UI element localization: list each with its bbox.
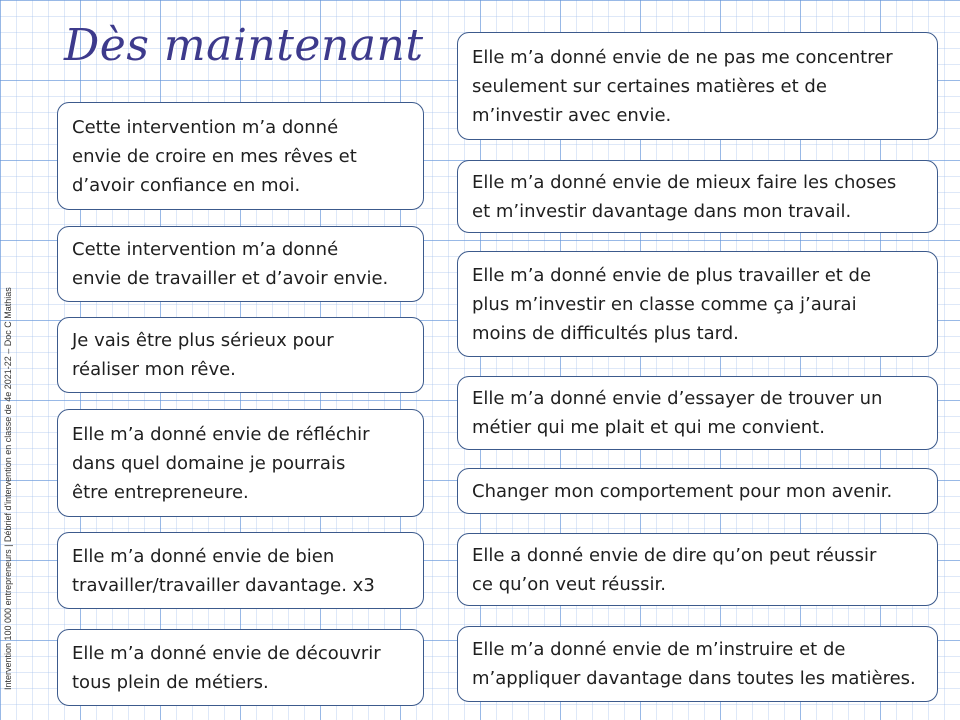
quote-card bbox=[57, 532, 424, 609]
quote-card bbox=[57, 226, 424, 302]
quote-text: Elle m’a donné envie de réfléchir dans quel domaine je pourrais être entrepreneure. bbox=[72, 423, 370, 503]
quote-text: Changer mon comportement pour mon avenir. bbox=[472, 480, 893, 502]
quote-card bbox=[57, 102, 424, 210]
quote-text: Cette intervention m’a donné envie de travailler et d’avoir envie. bbox=[72, 239, 389, 289]
quote-text: Cette intervention m’a donné envie de croire en mes rêves et d’avoir confiance en moi. bbox=[72, 116, 357, 196]
quote-card bbox=[457, 626, 938, 702]
quote-text: Elle m’a donné envie de m’instruire et de m’appliquer davantage dans toutes les matières. bbox=[472, 639, 916, 689]
quote-card bbox=[457, 533, 938, 606]
quote-card bbox=[57, 317, 424, 393]
quote-card bbox=[457, 376, 938, 450]
quote-card bbox=[457, 251, 938, 357]
quote-text: Elle m’a donné envie de découvrir tous plein de métiers. bbox=[72, 642, 381, 693]
quote-text: Elle m’a donné envie de plus travailler et de plus m’investir en classe comme ça j’aurai moins de difficultés plus tard. bbox=[472, 264, 872, 344]
quote-text: Je vais être plus sérieux pour réaliser mon rêve. bbox=[72, 330, 334, 380]
quote-card bbox=[57, 629, 424, 706]
quote-text: Elle m’a donné envie de bien travailler/travailler davantage. x3 bbox=[72, 545, 375, 596]
quote-card bbox=[457, 468, 938, 514]
quote-text: Elle m’a donné envie d’essayer de trouver un métier qui me plait et qui me convient. bbox=[472, 388, 883, 438]
quote-text: Elle a donné envie de dire qu’on peut réussir ce qu’on veut réussir. bbox=[472, 544, 877, 595]
quote-card bbox=[57, 409, 424, 517]
vertical-source-note: Intervention 100 000 entrepreneurs | Débrief d'intervention en classe de 4e 2021-22 – Doc C Mathias bbox=[3, 287, 13, 690]
quote-text: Elle m’a donné envie de mieux faire les choses et m’investir davantage dans mon travail. bbox=[472, 171, 897, 222]
quote-card bbox=[457, 32, 938, 140]
quote-card bbox=[457, 160, 938, 233]
page-title: Dès maintenant bbox=[64, 20, 424, 71]
quote-text: Elle m’a donné envie de ne pas me concentrer seulement sur certaines matières et de m’investir avec envie. bbox=[472, 46, 893, 126]
